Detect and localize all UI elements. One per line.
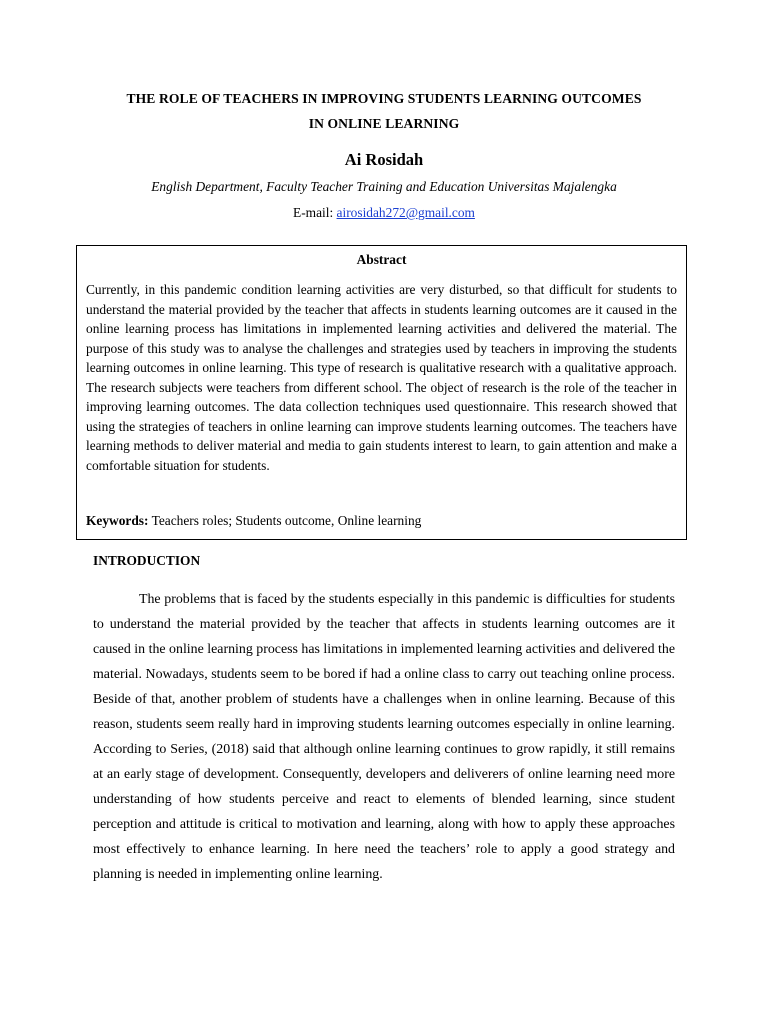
author-email-line xyxy=(60,203,708,223)
email-link[interactable]: airosidah272@gmail.com xyxy=(336,205,475,220)
abstract-box xyxy=(76,245,687,540)
email-label: E-mail: xyxy=(293,205,337,220)
keywords-line xyxy=(86,511,677,531)
author-affiliation: English Department, Faculty Teacher Training and Education Universitas Majalengka xyxy=(151,179,617,194)
paper-title xyxy=(60,86,708,136)
author-name: Ai Rosidah xyxy=(344,150,424,169)
abstract-heading: Abstract xyxy=(356,252,407,267)
introduction-paragraph: The problems that is faced by the students especially in this pandemic is difficulties for students to understand the material provided by the teacher that affects in students learning outcomes are it caused in the online learning process has limitations in implemented learning activities and delivered the material. Nowadays, students seem to be bored if had a online class to carry out teaching online process. Beside of that, another problem of students have a challenges when in online learning. Because of this reason, students seem really hard in improving students learning outcomes especially in online learning. According to Series, (2018) said that although online learning continues to grow rapidly, it still remains at an early stage of development. Consequently, developers and deliverers of online learning need more understanding of how students perceive and react to elements of blended learning, since student perception and attitude is critical to motivation and learning, along with how to apply these approaches most effectively to enhance learning. In here need the teachers’ role to apply a good strategy and planning is needed in implementing online learning. xyxy=(93,592,675,882)
title-line-2: IN ONLINE LEARNING xyxy=(308,116,460,131)
keywords-text: Teachers roles; Students outcome, Online learning xyxy=(148,513,422,528)
keywords-label: Keywords: xyxy=(86,513,149,528)
abstract-body: Currently, in this pandemic condition learning activities are very disturbed, so that difficult for students to understand the material provided by the teacher that affects in students learning outcomes are it caused in the online learning process has limitations in implemented learning activities and delivered the material. The purpose of this study was to analyse the challenges and strategies used by teachers in improving the students learning outcomes in online learning. This type of research is qualitative research with a qualitative approach. The research subjects were teachers from different school. The object of research is the role of the teacher in improving learning outcomes. The data collection techniques used questionnaire. This research showed that using the strategies of teachers in online learning can improve students learning outcomes. The teachers have learning methods to deliver material and media to gain students interest to learn, to gain attention and make a comfortable situation for students. xyxy=(86,282,677,473)
introduction-heading: INTRODUCTION xyxy=(93,553,201,568)
title-line-1: THE ROLE OF TEACHERS IN IMPROVING STUDENTS LEARNING OUTCOMES xyxy=(126,91,642,106)
